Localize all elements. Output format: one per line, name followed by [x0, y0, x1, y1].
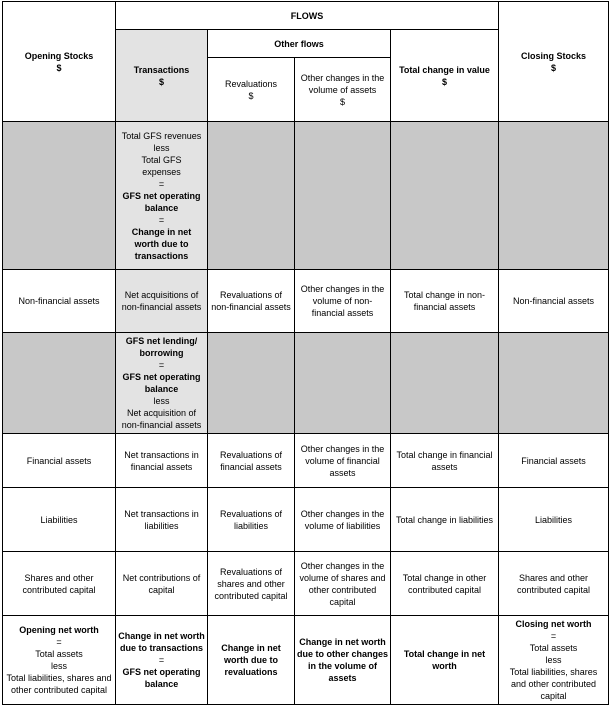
closing-net-worth: Closing net worth = Total assets less Total liabilities, shares and other contributed capital	[499, 616, 609, 705]
table-row	[3, 488, 609, 552]
col-header-other-changes: Other changes in the volume of assets $	[295, 58, 391, 122]
table-row	[3, 333, 609, 434]
gfs-net-lending-cell: GFS net lending/ borrowing = GFS net operating balance less Net acquisition of non-financial assets	[116, 333, 208, 434]
table-row	[3, 616, 609, 705]
liabilities-other-changes: Other changes in the volume of liabilities	[295, 488, 391, 552]
table-row	[3, 434, 609, 488]
empty-cell	[295, 333, 391, 434]
non-financial-transactions: Net acquisitions of non-financial assets	[116, 270, 208, 333]
shares-revaluations: Revaluations of shares and other contributed capital	[208, 552, 295, 616]
financial-transactions: Net transactions in financial assets	[116, 434, 208, 488]
col-header-transactions: Transactions $	[116, 30, 208, 122]
col-header-revaluations: Revaluations $	[208, 58, 295, 122]
liabilities-opening: Liabilities	[3, 488, 116, 552]
empty-cell	[391, 122, 499, 270]
empty-cell	[391, 333, 499, 434]
net-worth-other-changes: Change in net worth due to other changes in the volume of assets	[295, 616, 391, 705]
financial-revaluations: Revaluations of financial assets	[208, 434, 295, 488]
empty-cell	[3, 122, 116, 270]
shares-closing: Shares and other contributed capital	[499, 552, 609, 616]
col-header-opening-stocks: Opening Stocks $	[3, 2, 116, 122]
empty-cell	[295, 122, 391, 270]
net-worth-revaluations: Change in net worth due to revaluations	[208, 616, 295, 705]
non-financial-other-changes: Other changes in the volume of non-financial assets	[295, 270, 391, 333]
liabilities-total-change: Total change in liabilities	[391, 488, 499, 552]
net-worth-transactions: Change in net worth due to transactions = GFS net operating balance	[116, 616, 208, 705]
flows-header: FLOWS	[116, 2, 499, 30]
non-financial-opening: Non-financial assets	[3, 270, 116, 333]
gfs-flows-table	[2, 1, 609, 705]
col-header-closing-stocks: Closing Stocks $	[499, 2, 609, 122]
financial-closing: Financial assets	[499, 434, 609, 488]
shares-opening: Shares and other contributed capital	[3, 552, 116, 616]
opening-net-worth: Opening net worth = Total assets less Total liabilities, shares and other contributed capital	[3, 616, 116, 705]
financial-other-changes: Other changes in the volume of financial assets	[295, 434, 391, 488]
empty-cell	[208, 333, 295, 434]
non-financial-closing: Non-financial assets	[499, 270, 609, 333]
non-financial-total-change: Total change in non-financial assets	[391, 270, 499, 333]
net-worth-total-change: Total change in net worth	[391, 616, 499, 705]
shares-other-changes: Other changes in the volume of shares and other contributed capital	[295, 552, 391, 616]
shares-transactions: Net contributions of capital	[116, 552, 208, 616]
gfs-operating-balance-cell: Total GFS revenues less Total GFS expenses = GFS net operating balance = Change in net worth due to transactions	[116, 122, 208, 270]
liabilities-transactions: Net transactions in liabilities	[116, 488, 208, 552]
empty-cell	[499, 333, 609, 434]
empty-cell	[499, 122, 609, 270]
shares-total-change: Total change in other contributed capital	[391, 552, 499, 616]
table-row	[3, 122, 609, 270]
financial-total-change: Total change in financial assets	[391, 434, 499, 488]
empty-cell	[3, 333, 116, 434]
financial-opening: Financial assets	[3, 434, 116, 488]
non-financial-revaluations: Revaluations of non-financial assets	[208, 270, 295, 333]
liabilities-closing: Liabilities	[499, 488, 609, 552]
table-row	[3, 552, 609, 616]
empty-cell	[208, 122, 295, 270]
col-header-total-change: Total change in value $	[391, 30, 499, 122]
table-row	[3, 270, 609, 333]
liabilities-revaluations: Revaluations of liabilities	[208, 488, 295, 552]
other-flows-header: Other flows	[208, 30, 391, 58]
